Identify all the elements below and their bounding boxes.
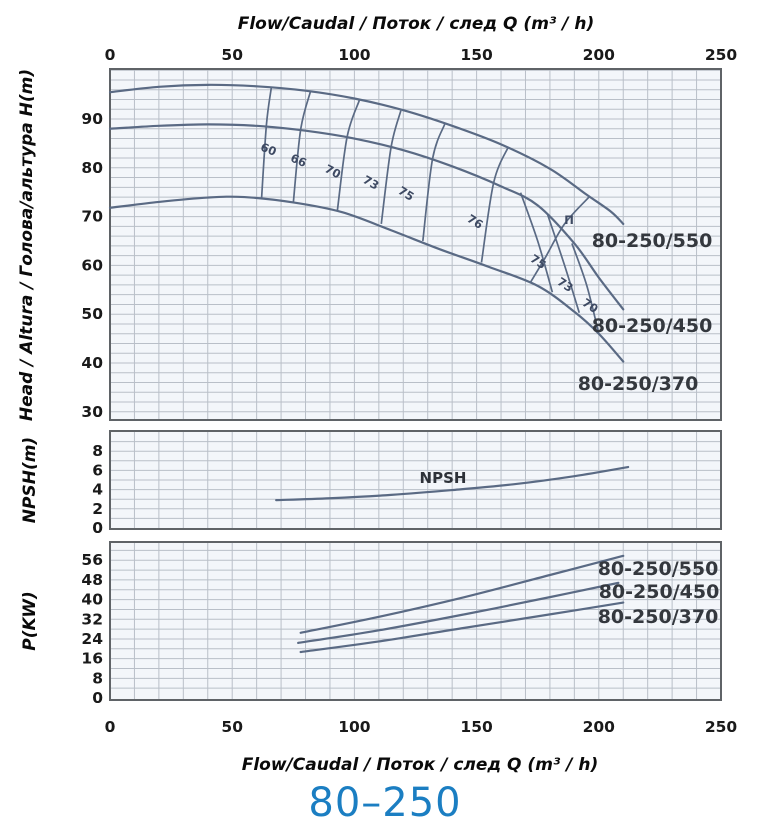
y-tick-label: 56 — [81, 551, 103, 570]
x-tick-label-bottom: 0 — [104, 718, 116, 736]
efficiency-label: П — [564, 213, 574, 227]
curve-label: 80-250/450 — [591, 315, 713, 337]
y-tick-label: 6 — [92, 461, 103, 480]
npsh-axis-title: NPSH(m) — [20, 436, 40, 524]
y-tick-label: 8 — [92, 442, 103, 461]
head-axis-title: Head / Altura / Голова/альтура H(m) — [17, 68, 37, 422]
efficiency-label: 66 — [288, 150, 309, 170]
x-tick-label-bottom: 200 — [582, 718, 615, 736]
y-tick-label: 50 — [81, 305, 103, 324]
y-tick-label: 70 — [81, 207, 103, 226]
x-tick-label-bottom: 50 — [221, 718, 243, 736]
y-tick-label: 90 — [81, 110, 103, 128]
efficiency-label: 75 — [527, 251, 549, 272]
efficiency-label: 76 — [464, 211, 486, 232]
y-tick-label: 8 — [92, 669, 103, 688]
y-tick-label: 80 — [81, 158, 103, 177]
x-tick-label-top: 50 — [221, 46, 243, 64]
x-tick-label-top: 200 — [582, 46, 615, 64]
curve-label: 80-250/550 — [597, 558, 719, 580]
y-tick-label: 32 — [81, 610, 103, 629]
curve-label: 80-250/450 — [598, 581, 720, 603]
curve-label: 80-250/550 — [591, 230, 713, 252]
y-tick-label: 40 — [81, 354, 103, 372]
top-flow-axis-title: Flow/Caudal / Поток / след Q (m³ / h) — [237, 14, 595, 34]
curve-label: 80-250/370 — [597, 606, 719, 628]
curve-label: 80-250/370 — [577, 373, 699, 395]
efficiency-label: 70 — [579, 295, 601, 316]
y-tick-label: 0 — [92, 689, 103, 707]
y-tick-label: 4 — [92, 480, 103, 499]
y-tick-label: 60 — [81, 256, 103, 275]
x-tick-label-top: 100 — [338, 46, 371, 64]
x-tick-label-bottom: 250 — [704, 718, 738, 736]
y-tick-label: 48 — [81, 570, 103, 589]
chart-panel-head — [81, 69, 721, 421]
efficiency-label: 75 — [395, 183, 417, 204]
efficiency-label: 70 — [322, 161, 344, 182]
y-tick-label: 24 — [81, 629, 103, 648]
pump-model-footer-label: 80–250 — [308, 780, 462, 826]
y-tick-label: 0 — [92, 519, 103, 537]
efficiency-label: 73 — [360, 172, 382, 193]
efficiency-label: 73 — [554, 274, 576, 295]
x-tick-label-top: 150 — [460, 46, 493, 64]
x-tick-label-bottom: 150 — [460, 718, 493, 736]
x-tick-label-top: 0 — [104, 46, 116, 64]
chart-panel-npsh — [92, 431, 721, 537]
efficiency-label: 60 — [258, 139, 279, 159]
y-tick-label: 2 — [92, 499, 103, 518]
power-axis-title: P(KW) — [20, 591, 40, 651]
x-tick-label-top: 250 — [704, 46, 738, 64]
bottom-flow-axis-title: Flow/Caudal / Поток / след Q (m³ / h) — [241, 755, 599, 775]
x-tick-label-bottom: 100 — [338, 718, 371, 736]
chart-panel-power — [81, 542, 721, 707]
curve-label: NPSH — [419, 469, 467, 487]
y-tick-label: 40 — [81, 590, 103, 609]
y-tick-label: 30 — [81, 402, 103, 421]
y-tick-label: 16 — [81, 649, 103, 668]
